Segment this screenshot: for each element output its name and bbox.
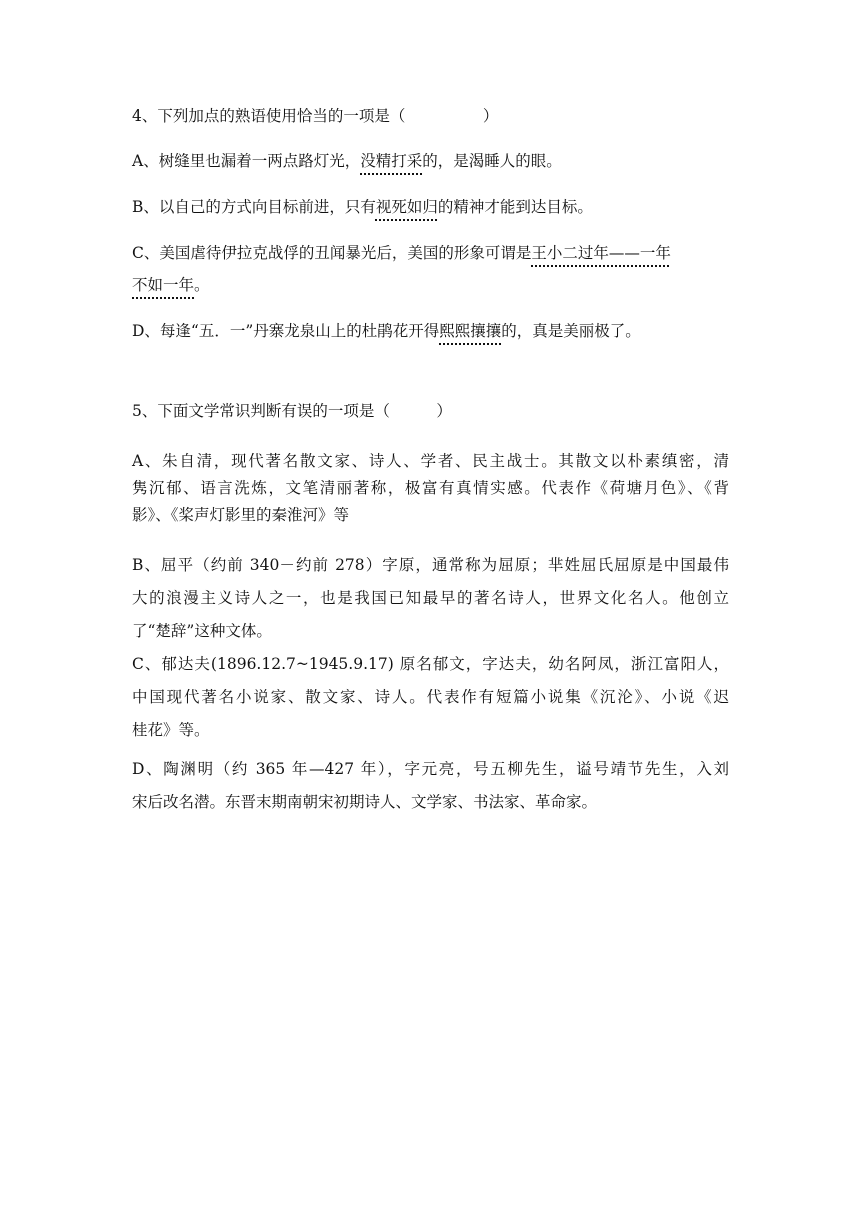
question-4-option-a: A、树缝里也漏着一两点路灯光，没精打采的，是渴睡人的眼。	[132, 152, 562, 170]
question-5-option-b-line-1: B、屈平（约前 340－约前 278）字原，通常称为屈原；芈姓屈氏屈原是中国最伟	[132, 556, 729, 574]
question-4-option-d: D、每逢“五．一”丹寨龙泉山上的杜鹃花开得熙熙攘攘的，真是美丽极了。	[132, 322, 641, 340]
dotted-idiom: 没精打采	[360, 152, 423, 170]
question-5-option-a-line-1: A、朱自清，现代著名散文家、诗人、学者、民主战士。其散文以朴素缜密，清	[132, 452, 729, 470]
question-5-option-b-line-2: 大的浪漫主义诗人之一，也是我国已知最早的著名诗人，世界文化名人。他创立	[132, 589, 729, 607]
question-5-stem: 5、下面文学常识判断有误的一项是（ ）	[132, 402, 452, 420]
dotted-idiom: 王小二过年——一年	[531, 244, 671, 262]
question-4-stem: 4、下列加点的熟语使用恰当的一项是（ ）	[132, 107, 499, 125]
question-5-option-a-line-2: 隽沉郁、语言洗炼，文笔清丽著称，极富有真情实感。代表作《荷塘月色》、《背	[132, 479, 729, 497]
question-5-option-b-line-3: 了“楚辞”这种文体。	[132, 622, 272, 640]
dotted-idiom: 不如一年	[132, 276, 195, 294]
question-5-option-d-line-1: D、陶渊明（约 365 年—427 年），字元亮，号五柳先生，谥号靖节先生，入刘	[132, 760, 729, 778]
dotted-idiom: 视死如归	[375, 198, 438, 216]
question-5-option-c-line-3: 桂花》等。	[132, 721, 210, 739]
dotted-idiom: 熙熙攘攘	[439, 322, 502, 340]
question-4-option-b: B、以自己的方式向目标前进，只有视死如归的精神才能到达目标。	[132, 198, 593, 216]
question-5-option-c-line-2: 中国现代著名小说家、散文家、诗人。代表作有短篇小说集《沉沦》、小说《迟	[132, 688, 729, 706]
question-5-option-c-line-1: C、郁达夫(1896.12.7~1945.9.17) 原名郁文，字达夫，幼名阿凤，浙江富阳人，	[132, 655, 729, 673]
question-4-option-c-line-2: 不如一年。	[132, 276, 210, 294]
question-5-option-d-line-2: 宋后改名潜。东晋末期南朝宋初期诗人、文学家、书法家、革命家。	[132, 793, 598, 811]
question-5-option-a-line-3: 影》、《桨声灯影里的秦淮河》等	[132, 506, 350, 524]
question-4-option-c-line-1: C、美国虐待伊拉克战俘的丑闻暴光后，美国的形象可谓是王小二过年——一年	[132, 244, 671, 262]
